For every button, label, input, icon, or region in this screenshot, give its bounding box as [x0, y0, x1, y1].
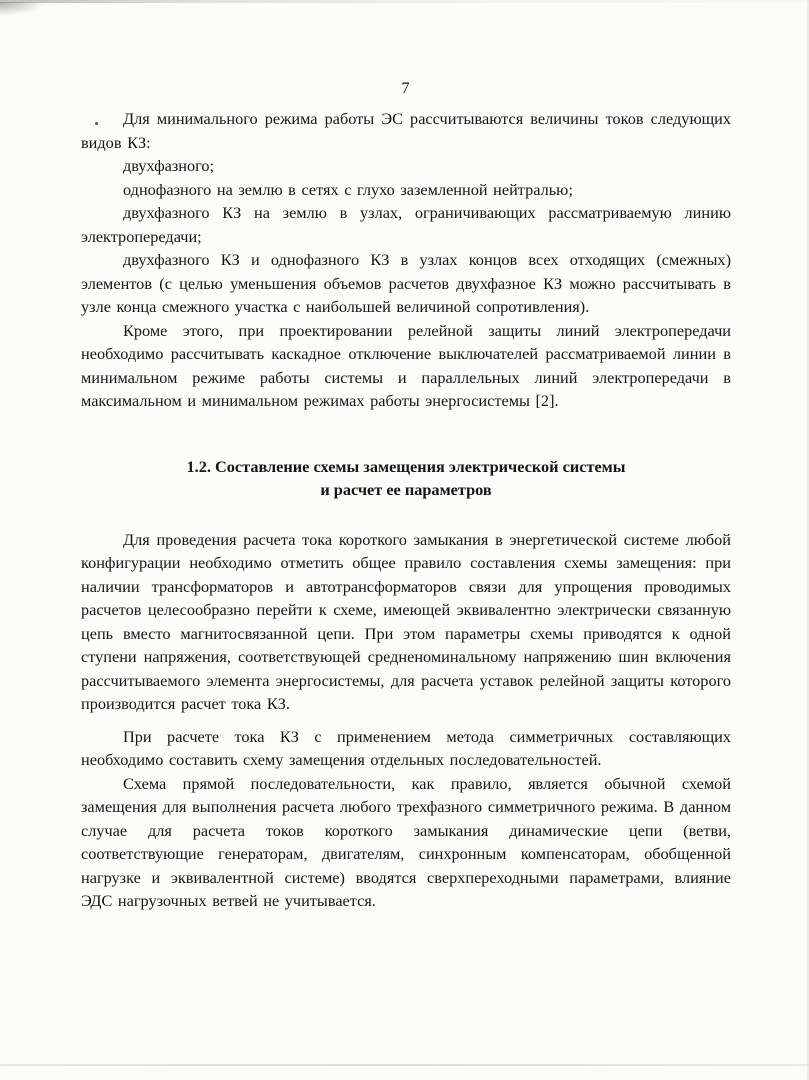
section-heading-line2: и расчет ее параметров — [320, 480, 492, 499]
ink-dot-artifact — [95, 122, 98, 125]
section-heading-line1: 1.2. Составление схемы замещения электрической системы — [186, 456, 626, 476]
list-item-two-phase: двухфазного; — [123, 156, 215, 175]
document-page — [81, 80, 731, 913]
list-item-one-phase-ground: однофазного на землю в сетях с глухо заземленной нейтралью; — [123, 179, 573, 199]
list-item-two-phase-ground: двухфазного КЗ на землю в узлах, ограничивающих рассматриваемую линию электропередачи; — [81, 203, 731, 246]
scan-artifact-corner — [0, 2, 46, 16]
page-number: 7 — [401, 80, 411, 97]
scan-artifact-bottom-edge — [0, 1064, 809, 1066]
paragraph-general-rule: Для проведения расчета тока короткого замыкания в энергетической системе любой конфигурации необходимо отметить общее правило составления схемы замещения: при наличии трансформаторов и автотрансформаторов связи для упрощения проводимых расчетов целесообразно перейти к схеме, имеющей эквивалентно электрически связанную цепь вместо магнитосвязанной цепи. При этом параметры схемы приводятся к одной ступени напряжения, соответствующей средненоминальному напряжению шин включения рассчитываемого элемента энергосистемы, для расчета уставок релейной защиты которого производится расчет тока КЗ. — [81, 529, 731, 713]
section-heading — [81, 455, 731, 502]
paragraph-cascade-disconnection: Кроме этого, при проектировании релейной защиты линий электропередачи необходимо рассчитывать каскадное отключение выключателей рассматриваемой линии в минимальном режиме работы системы и параллельных линий электропередачи в максимальном и минимальном режимах работы энергосистемы [2]. — [81, 320, 731, 410]
paragraph-direct-sequence: Схема прямой последовательности, как правило, является обычной схемой замещения для выполнения расчета любого трехфазного симметричного режима. В данном случае для расчета токов короткого замыкания динамические цепи (ветви, соответствующие генераторам, двигателям, синхронным компенсаторам, обобщенной нагрузке и эквивалентной системе) вводятся сверхпереходными параметрами, влияние ЭДС нагрузочных ветвей не учитывается. — [81, 773, 731, 910]
list-item-adjacent-elements: двухфазного КЗ и однофазного КЗ в узлах концов всех отходящих (смежных) элементов (с целью уменьшения объемов расчетов двухфазное КЗ можно рассчитывать в узле конца смежного участка с наибольшей величиной сопротивления). — [81, 250, 731, 316]
paragraph-symmetric-components: При расчете тока КЗ с применением метода симметричных составляющих необходимо составить схему замещения отдельных последовательностей. — [81, 726, 731, 769]
scan-artifact-top-edge — [0, 0, 809, 3]
paragraph-min-mode-intro: Для минимального режима работы ЭС рассчитываются величины токов следующих видов КЗ: — [81, 109, 731, 152]
